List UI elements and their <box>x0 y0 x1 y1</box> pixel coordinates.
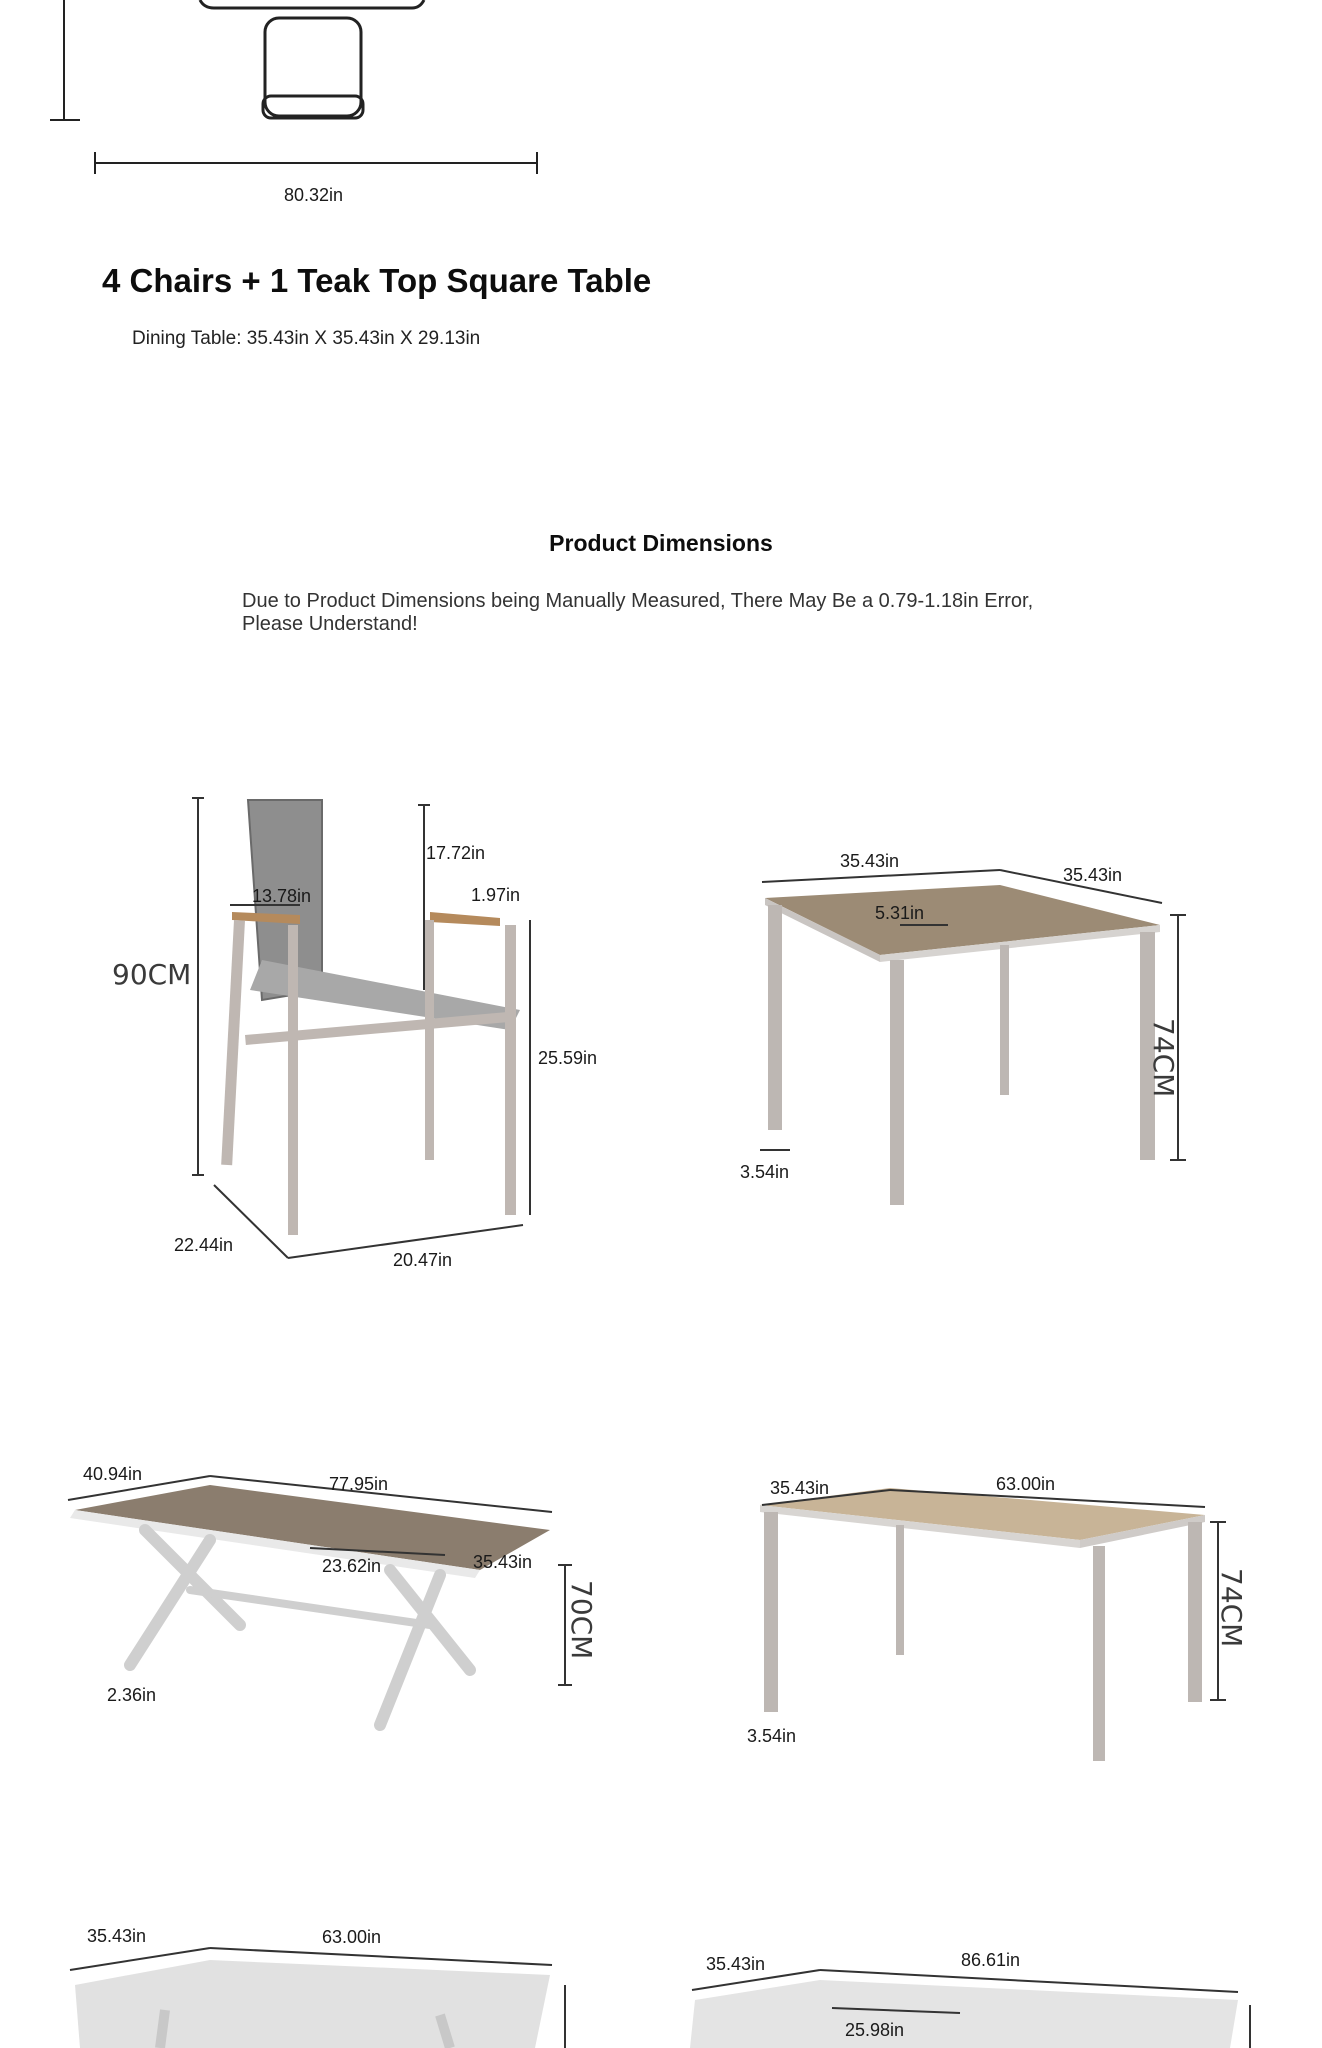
chair-drawing <box>192 798 530 1258</box>
square-table-height-cm: 74CM <box>1147 1018 1180 1098</box>
ext-table-a-depth: 35.43in <box>87 1926 147 1946</box>
chair-depth: 22.44in <box>174 1235 234 1255</box>
chair-back-height: 17.72in <box>426 843 486 863</box>
chair-width: 20.47in <box>393 1250 453 1270</box>
ext-table-b-depth: 35.43in <box>706 1954 766 1974</box>
x-table-leg: 2.36in <box>107 1685 157 1705</box>
rect-table-leg: 3.54in <box>747 1726 797 1746</box>
rect-table-height-cm: 74CM <box>1215 1568 1248 1648</box>
square-table-width-a: 35.43in <box>840 851 900 871</box>
product-spec: Dining Table: 35.43in X 35.43in X 29.13in <box>132 328 481 349</box>
chair-seat-width: 13.78in <box>252 886 312 906</box>
rect-table-drawing <box>760 1488 1226 1761</box>
ext-table-b-length: 86.61in <box>961 1950 1021 1970</box>
extension-table-b-drawing <box>690 1970 1250 2048</box>
rect-table-length: 63.00in <box>996 1474 1056 1494</box>
x-table-inner-depth: 35.43in <box>473 1552 533 1572</box>
rect-table-depth: 35.43in <box>770 1478 830 1498</box>
x-table-depth: 40.94in <box>83 1464 143 1484</box>
square-table-leg: 3.54in <box>740 1162 790 1182</box>
plan-view-drawing <box>50 0 537 174</box>
plan-width-label: 80.32in <box>284 185 344 205</box>
x-table-inner: 23.62in <box>322 1556 382 1576</box>
chair-arm-height: 25.59in <box>538 1048 598 1068</box>
ext-table-a-length: 63.00in <box>322 1927 382 1947</box>
measurement-notice: Due to Product Dimensions being Manually Measured, There May Be a 0.79-1.18in Error, Please Understand! <box>242 590 1034 635</box>
extension-table-a-drawing <box>70 1948 565 2048</box>
chair-height-cm: 90CM <box>112 958 192 991</box>
product-title: 4 Chairs + 1 Teak Top Square Table <box>102 262 652 299</box>
ext-table-b-inner: 25.98in <box>845 2020 905 2040</box>
square-table-width-b: 35.43in <box>1063 865 1123 885</box>
square-table-drawing <box>760 870 1186 1205</box>
x-table-height-cm: 70CM <box>565 1580 598 1660</box>
square-table-slat: 5.31in <box>875 903 925 923</box>
section-title: Product Dimensions <box>549 530 773 556</box>
chair-arm-width: 1.97in <box>471 885 521 905</box>
x-table-length: 77.95in <box>329 1474 389 1494</box>
